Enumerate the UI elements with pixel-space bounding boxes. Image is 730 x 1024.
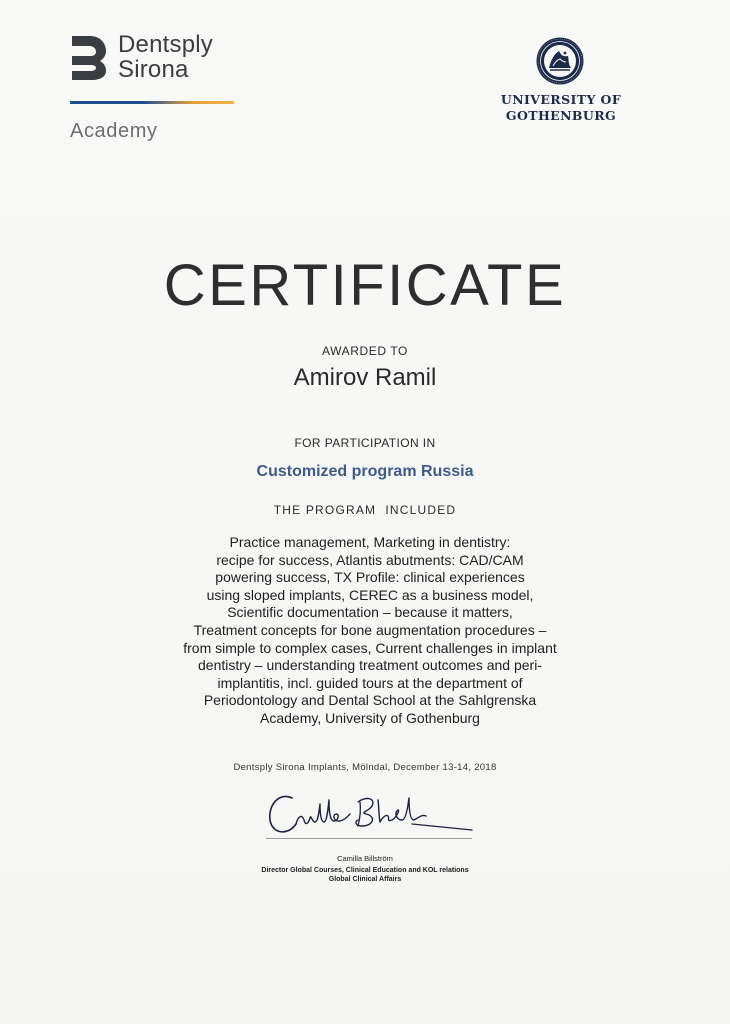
- participation-label: FOR PARTICIPATION IN: [294, 436, 436, 450]
- brand-line-2: Sirona: [118, 56, 189, 83]
- university-seal-icon: [535, 36, 585, 86]
- description-line: Periodontology and Dental School at the Sahlgrenska: [203, 692, 537, 709]
- description-line: powering success, TX Profile: clinical experiences: [215, 569, 525, 586]
- brand-line-1: Dentsply: [118, 31, 213, 58]
- dentsply-sirona-mark-icon: [70, 34, 108, 82]
- program-description: [180, 534, 560, 728]
- dentsply-sirona-wordmark: [118, 32, 213, 82]
- certificate-title: CERTIFICATE: [163, 253, 567, 318]
- awarded-to-label: AWARDED TO: [321, 344, 408, 358]
- description-line: Scientific documentation – because it matters,: [227, 604, 513, 621]
- description-line: using sloped implants, CEREC as a business model,: [206, 586, 534, 603]
- description-line: dentistry – understanding treatment outcomes and peri-: [198, 657, 542, 674]
- signer-name: Camilla Billström: [337, 854, 393, 863]
- program-name: Customized program Russia: [256, 463, 474, 480]
- signature-line: [266, 838, 472, 839]
- dentsply-sirona-logo: [70, 31, 240, 144]
- description-line: Practice management, Marketing in dentistry:: [229, 534, 511, 550]
- event-location-date: Dentsply Sirona Implants, Mölndal, December 13-14, 2018: [233, 762, 497, 773]
- signer-role-line-2: Global Clinical Affairs: [328, 876, 402, 883]
- description-line: recipe for success, Atlantis abutments: CAD/CAM: [216, 551, 524, 568]
- recipient-name: Amirov Ramil: [293, 364, 437, 391]
- description-line: Treatment concepts for bone augmentation procedures –: [193, 621, 547, 638]
- description-line: from simple to complex cases, Current challenges in implant: [183, 639, 557, 656]
- program-included-label: THE PROGRAM INCLUDED: [273, 503, 457, 517]
- university-line-1: UNIVERSITY OF: [500, 92, 622, 107]
- description-line: Academy, University of Gothenburg: [260, 709, 480, 726]
- signer-role: [0, 866, 730, 884]
- brand-gradient-divider: [70, 101, 234, 104]
- university-line-2: GOTHENBURG: [505, 108, 617, 123]
- signer-role-line-1: Director Global Courses, Clinical Education and KOL relations: [261, 867, 469, 874]
- academy-label: Academy: [70, 120, 158, 142]
- description-line: implantitis, incl. guided tours at the department of: [217, 674, 523, 691]
- university-of-gothenburg-logo: [498, 36, 624, 128]
- university-wordmark: [498, 92, 624, 124]
- handwritten-signature: [262, 784, 478, 844]
